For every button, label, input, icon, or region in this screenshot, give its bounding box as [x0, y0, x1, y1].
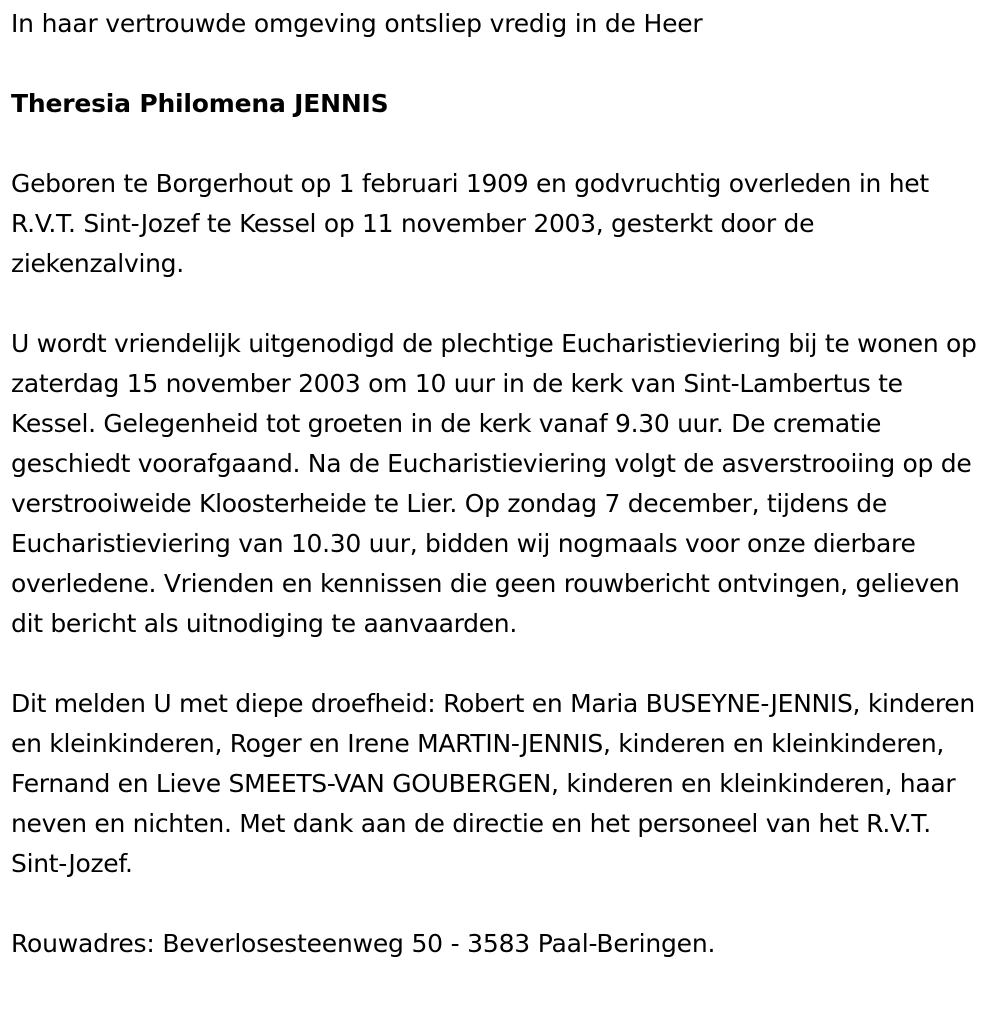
family-paragraph: Dit melden U met diepe droefheid: Robert en Maria BUSEYNE-JENNIS, kinderen en kleinkinderen, Roger en Irene MARTIN-JENNIS, kinderen en kleinkinderen, Fernand en Lieve SMEETS-VAN GOUBERGEN, kinderen en kleinkinderen, haar neven en nichten. Met dank aan de directie en het personeel van het R.V.T. Sint-Jozef. [11, 689, 975, 878]
spacer [11, 284, 1000, 324]
mourning-address: Rouwadres: Beverlosesteenweg 50 - 3583 Paal-Beringen. [11, 929, 716, 958]
ceremony-paragraph: U wordt vriendelijk uitgenodigd de plechtige Eucharistieviering bij te wonen op zaterdag 15 november 2003 om 10 uur in de kerk van Sint-Lambertus te Kessel. Gelegenheid tot groeten in de kerk vanaf 9.30 uur. De crematie geschiedt voorafgaand. Na de Eucharistieviering volgt de asverstrooiing op de verstrooiweide Kloosterheide te Lier. Op zondag 7 december, tijdens de Eucharistieviering van 10.30 uur, bidden wij nogmaals voor onze dierbare overledene. Vrienden en kennissen die geen rouwbericht ontvingen, gelieven dit bericht als uitnodiging te aanvaarden. [11, 329, 977, 638]
deceased-name: Theresia Philomena JENNIS [11, 89, 389, 118]
spacer [11, 884, 1000, 924]
spacer [11, 644, 1000, 684]
intro-text: In haar vertrouwde omgeving ontsliep vredig in de Heer [11, 9, 703, 38]
spacer [11, 44, 1000, 84]
birth-death-paragraph: Geboren te Borgerhout op 1 februari 1909 en godvruchtig overleden in het R.V.T. Sint-Jozef te Kessel op 11 november 2003, gesterkt door de ziekenzalving. [11, 169, 929, 278]
spacer [11, 124, 1000, 164]
